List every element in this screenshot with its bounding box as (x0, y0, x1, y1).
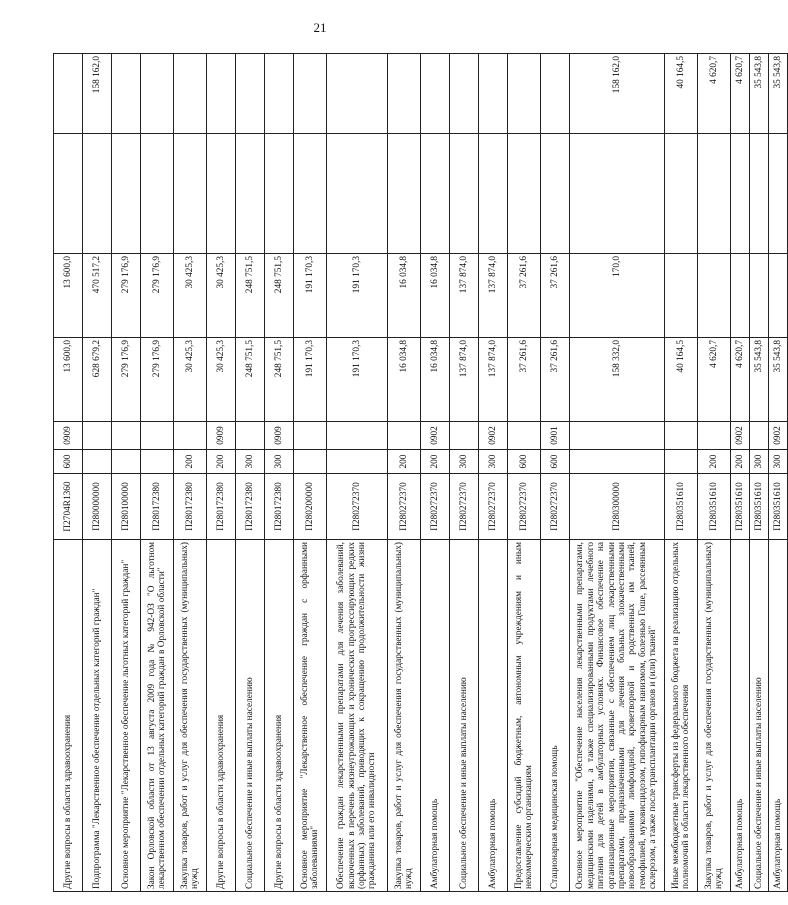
row-group (294, 450, 327, 474)
row-value-2: 16 034,8 (388, 254, 421, 338)
row-value-2: 37 261,6 (541, 254, 570, 338)
rotated-table-content (53, 54, 783, 892)
row-group: 200 (174, 450, 207, 474)
row-value-4 (508, 54, 541, 134)
row-code: П280272370 (479, 474, 508, 540)
row-value-2: 191 170,3 (294, 254, 327, 338)
row-code: П280351610 (665, 474, 698, 540)
row-value-3 (83, 134, 112, 254)
row-section (83, 422, 112, 450)
row-total: 191 170,3 (294, 338, 327, 422)
row-name: Закупка товаров, работ и услуг для обеспечения государственных (муниципальных) нужд (698, 540, 731, 892)
budget-table-body (54, 54, 788, 892)
row-name: Стационарная медицинская помощь (541, 540, 570, 892)
row-code: П280100000 (112, 474, 141, 540)
row-section: 0902 (479, 422, 508, 450)
row-value-3 (265, 134, 294, 254)
table-row (327, 54, 388, 892)
row-group: 300 (236, 450, 265, 474)
row-section (327, 422, 388, 450)
row-group: 200 (421, 450, 450, 474)
row-value-3 (570, 134, 665, 254)
row-value-3 (750, 134, 769, 254)
row-value-3 (479, 134, 508, 254)
row-total: 37 261,6 (541, 338, 570, 422)
row-value-3 (294, 134, 327, 254)
row-code: П280272370 (450, 474, 479, 540)
row-total: 137 874,0 (479, 338, 508, 422)
row-code: П280172380 (236, 474, 265, 540)
row-name: Предоставление субсидий бюджетным, автономным учреждениям и иным некоммерческим организациям (508, 540, 541, 892)
table-row (112, 54, 141, 892)
row-section (174, 422, 207, 450)
row-value-4: 40 164,5 (665, 54, 698, 134)
row-section: 0909 (207, 422, 236, 450)
row-value-2: 170,0 (570, 254, 665, 338)
row-value-3 (698, 134, 731, 254)
row-total: 628 679,2 (83, 338, 112, 422)
row-value-2: 30 425,3 (174, 254, 207, 338)
row-value-2: 37 261,6 (508, 254, 541, 338)
row-group: 300 (265, 450, 294, 474)
table-row (665, 54, 698, 892)
row-group: 300 (450, 450, 479, 474)
row-name: Подпрограмма "Лекарственное обеспечение отдельных категорий граждан" (83, 540, 112, 892)
row-name: Амбулаторная помощь (421, 540, 450, 892)
row-total: 40 164,5 (665, 338, 698, 422)
row-value-4 (388, 54, 421, 134)
row-total: 35 543,8 (769, 338, 788, 422)
row-value-4 (54, 54, 83, 134)
row-value-4 (141, 54, 174, 134)
row-code: П280200000 (294, 474, 327, 540)
row-value-2: 137 874,0 (450, 254, 479, 338)
table-row (750, 54, 769, 892)
row-group (141, 450, 174, 474)
table-row (541, 54, 570, 892)
row-code: П280272370 (421, 474, 450, 540)
row-name: Амбулаторная помощь (731, 540, 750, 892)
row-section: 0909 (54, 422, 83, 450)
table-row (294, 54, 327, 892)
row-value-4 (236, 54, 265, 134)
row-value-2: 279 176,9 (141, 254, 174, 338)
row-group: 600 (54, 450, 83, 474)
row-name: Закупка товаров, работ и услуг для обеспечения государственных (муниципальных) нужд (388, 540, 421, 892)
row-value-4 (112, 54, 141, 134)
table-row (265, 54, 294, 892)
row-group: 300 (479, 450, 508, 474)
row-value-4 (294, 54, 327, 134)
row-section (570, 422, 665, 450)
table-row (174, 54, 207, 892)
row-total: 13 600,0 (54, 338, 83, 422)
row-value-3 (769, 134, 788, 254)
row-value-3 (54, 134, 83, 254)
row-value-4 (265, 54, 294, 134)
row-value-2: 30 425,3 (207, 254, 236, 338)
row-name: Иные межбюджетные трансферты из федерального бюджета на реализацию отдельных полномочий в области лекарственного обеспечения (665, 540, 698, 892)
table-row (698, 54, 731, 892)
table-row (479, 54, 508, 892)
row-code: П280172380 (207, 474, 236, 540)
row-value-3 (327, 134, 388, 254)
row-name: Обеспечение граждан лекарственными препаратами для лечения заболеваний, включенных в перечень жизнеугрожающих и хронических прогрессирующих редких (орфанных) заболеваний, приводящих к сокращению продолжительности жизни гражданина или его инвалидности (327, 540, 388, 892)
row-value-4: 158 162,0 (83, 54, 112, 134)
row-value-2: 248 751,5 (265, 254, 294, 338)
row-value-2: 470 517,2 (83, 254, 112, 338)
row-section (236, 422, 265, 450)
row-total: 30 425,3 (174, 338, 207, 422)
row-total: 16 034,8 (388, 338, 421, 422)
row-value-2 (769, 254, 788, 338)
table-row (769, 54, 788, 892)
row-total: 16 034,8 (421, 338, 450, 422)
row-name: Социальное обеспечение и иные выплаты населению (236, 540, 265, 892)
row-code: П280272370 (508, 474, 541, 540)
row-name: Закон Орловской области от 13 августа 2009 года № 942-ОЗ "О льготном лекарственном обеспечении отдельных категорий граждан в Орловской области" (141, 540, 174, 892)
row-value-3 (207, 134, 236, 254)
row-total: 30 425,3 (207, 338, 236, 422)
row-total: 35 543,8 (750, 338, 769, 422)
row-group (327, 450, 388, 474)
row-group: 200 (388, 450, 421, 474)
row-total: 279 176,9 (112, 338, 141, 422)
row-value-2 (731, 254, 750, 338)
row-code: П280000000 (83, 474, 112, 540)
row-total: 279 176,9 (141, 338, 174, 422)
row-name: Основное мероприятие "Лекарственное обеспечение льготных категорий граждан" (112, 540, 141, 892)
row-total: 191 170,3 (327, 338, 388, 422)
row-value-3 (665, 134, 698, 254)
row-value-4: 35 543,8 (750, 54, 769, 134)
row-value-3 (731, 134, 750, 254)
row-name: Закупка товаров, работ и услуг для обеспечения государственных (муниципальных) нужд (174, 540, 207, 892)
row-value-2: 279 176,9 (112, 254, 141, 338)
row-section: 0902 (421, 422, 450, 450)
row-total: 158 332,0 (570, 338, 665, 422)
row-code: П280272370 (327, 474, 388, 540)
row-code: П280300000 (570, 474, 665, 540)
row-code: П280351610 (769, 474, 788, 540)
row-name: Основное мероприятие "Обеспечение населения лекарственными препаратами, медицинскими изделиями, а также специализированными продуктами лечебного питания для детей в амбулаторных условиях. Финансовое обеспечение на организационные мероприятия, связанные с обеспечением лиц лекарственными препаратами, предназначенными для лечения больных злокачественными новообразованиями лимфоидной, кроветворной и родственных им тканей, гемофилией, муковисцидозом, гипофизарным нанизмом, болезнью Гоше, рассеянным склерозом, а также после трансплантации органов и (или) тканей" (570, 540, 665, 892)
row-group (83, 450, 112, 474)
row-section (698, 422, 731, 450)
row-section (450, 422, 479, 450)
row-value-4: 158 162,0 (570, 54, 665, 134)
row-group (570, 450, 665, 474)
row-value-4 (541, 54, 570, 134)
row-value-4: 4 620,7 (731, 54, 750, 134)
row-name: Другие вопросы в области здравоохранения (54, 540, 83, 892)
row-value-3 (236, 134, 265, 254)
row-name: Амбулаторная помощь (769, 540, 788, 892)
row-name: Социальное обеспечение и иные выплаты населению (450, 540, 479, 892)
row-section: 0901 (541, 422, 570, 450)
row-group: 200 (207, 450, 236, 474)
row-value-4 (207, 54, 236, 134)
row-section (388, 422, 421, 450)
row-value-4 (450, 54, 479, 134)
row-group: 600 (508, 450, 541, 474)
row-group: 300 (750, 450, 769, 474)
row-group (665, 450, 698, 474)
row-group: 300 (769, 450, 788, 474)
row-section: 0902 (731, 422, 750, 450)
row-value-3 (112, 134, 141, 254)
row-total: 4 620,7 (698, 338, 731, 422)
row-value-3 (388, 134, 421, 254)
table-row (207, 54, 236, 892)
row-code: П280272370 (541, 474, 570, 540)
row-value-4: 4 620,7 (698, 54, 731, 134)
row-name: Амбулаторная помощь (479, 540, 508, 892)
budget-table (53, 53, 788, 892)
row-section (112, 422, 141, 450)
row-section (141, 422, 174, 450)
row-value-4 (327, 54, 388, 134)
row-total: 37 261,6 (508, 338, 541, 422)
row-value-4: 35 543,8 (769, 54, 788, 134)
row-code: П280272370 (388, 474, 421, 540)
row-value-3 (450, 134, 479, 254)
row-code: П280351610 (750, 474, 769, 540)
row-code: П280172380 (265, 474, 294, 540)
row-value-2 (665, 254, 698, 338)
row-value-2: 16 034,8 (421, 254, 450, 338)
table-row (731, 54, 750, 892)
table-row (570, 54, 665, 892)
row-name: Другие вопросы в области здравоохранения (265, 540, 294, 892)
row-section: 0902 (769, 422, 788, 450)
table-row (236, 54, 265, 892)
row-group (112, 450, 141, 474)
table-row (421, 54, 450, 892)
row-total: 137 874,0 (450, 338, 479, 422)
row-section (665, 422, 698, 450)
row-group: 200 (698, 450, 731, 474)
row-name: Социальное обеспечение и иные выплаты населению (750, 540, 769, 892)
table-row (508, 54, 541, 892)
row-value-2 (698, 254, 731, 338)
row-group: 200 (731, 450, 750, 474)
row-section (750, 422, 769, 450)
row-group: 600 (541, 450, 570, 474)
row-value-3 (174, 134, 207, 254)
row-name: Основное мероприятие "Лекарственное обеспечение граждан с орфанными заболеваниями" (294, 540, 327, 892)
row-total: 248 751,5 (236, 338, 265, 422)
table-row (388, 54, 421, 892)
row-value-2: 248 751,5 (236, 254, 265, 338)
row-value-3 (508, 134, 541, 254)
row-value-4 (421, 54, 450, 134)
row-value-3 (541, 134, 570, 254)
row-total: 4 620,7 (731, 338, 750, 422)
row-value-2: 13 600,0 (54, 254, 83, 338)
row-code: П2704R1360 (54, 474, 83, 540)
row-section: 0909 (265, 422, 294, 450)
row-code: П280172380 (174, 474, 207, 540)
table-row (141, 54, 174, 892)
row-value-4 (174, 54, 207, 134)
row-value-2 (750, 254, 769, 338)
table-row (450, 54, 479, 892)
row-code: П280351610 (698, 474, 731, 540)
page-number: 21 (313, 20, 327, 35)
row-section (508, 422, 541, 450)
table-row (83, 54, 112, 892)
row-value-4 (479, 54, 508, 134)
row-value-3 (421, 134, 450, 254)
row-value-2: 191 170,3 (327, 254, 388, 338)
row-value-3 (141, 134, 174, 254)
row-name: Другие вопросы в области здравоохранения (207, 540, 236, 892)
table-row (54, 54, 83, 892)
row-section (294, 422, 327, 450)
rotated-table-area (53, 54, 783, 892)
row-code: П280172380 (141, 474, 174, 540)
row-code: П280351610 (731, 474, 750, 540)
row-value-2: 137 874,0 (479, 254, 508, 338)
row-total: 248 751,5 (265, 338, 294, 422)
